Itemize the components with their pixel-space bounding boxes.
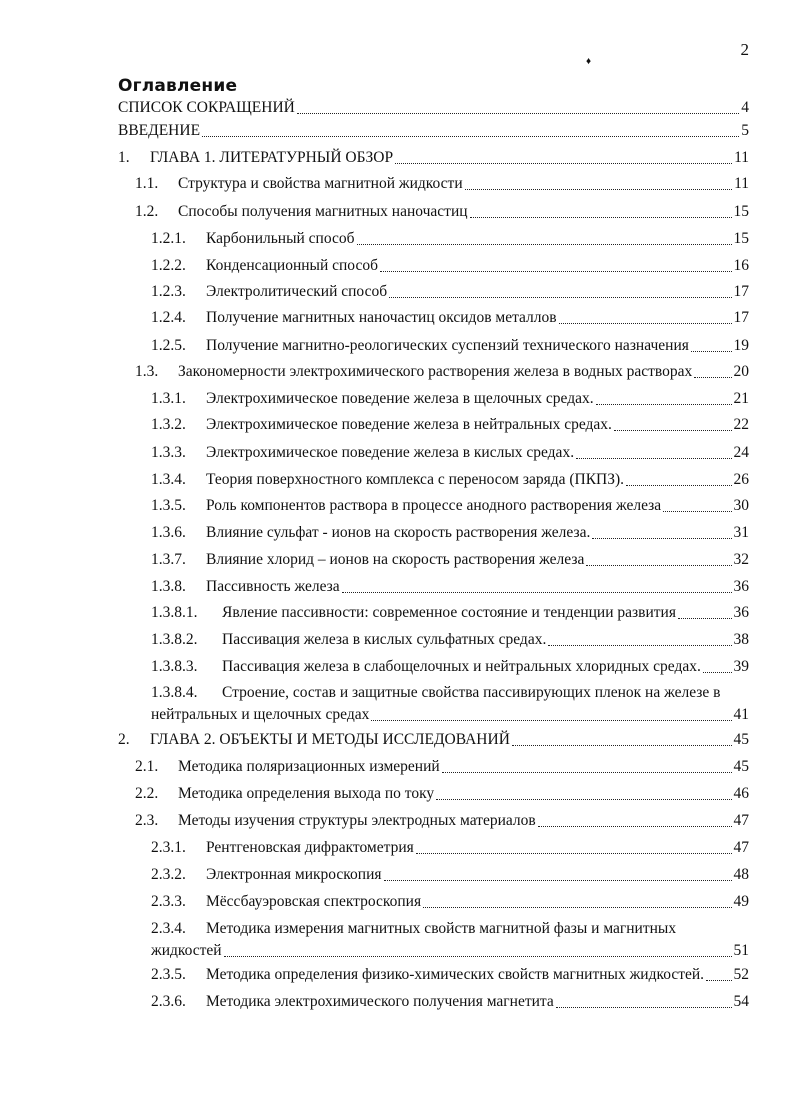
- toc-entry-page: 21: [733, 390, 749, 407]
- toc-entry-title: Методика электрохимического получения магнетита: [206, 993, 554, 1010]
- toc-entry[interactable]: [151, 495, 749, 517]
- toc-entry-title: ГЛАВА 2. ОБЪЕКТЫ И МЕТОДЫ ИССЛЕДОВАНИЙ: [150, 731, 510, 748]
- toc-entry-title: Электрохимическое поведение железа в щелочных средах.: [206, 390, 594, 407]
- toc-entry-title: Структура и свойства магнитной жидкости: [178, 175, 463, 192]
- toc-entry-number: 1.3.8.2.: [151, 631, 198, 648]
- dot-leader: [371, 720, 731, 721]
- toc-entry[interactable]: [118, 120, 749, 142]
- toc-entry-title: Явление пассивности: современное состояние и тенденции развития: [222, 604, 676, 621]
- toc-entry-number: 1.2.3.: [151, 283, 186, 300]
- toc-entry-number: 2.1.: [135, 758, 159, 775]
- toc-entry[interactable]: [135, 361, 749, 383]
- toc-entry-page: 5: [741, 122, 749, 139]
- toc-entry[interactable]: [151, 864, 749, 886]
- dot-leader: [592, 538, 731, 539]
- toc-entry-page: 47: [733, 812, 749, 829]
- dot-leader: [297, 113, 739, 114]
- dot-leader: [559, 323, 732, 324]
- toc-entry-page: 20: [733, 363, 749, 380]
- toc-entry[interactable]: [135, 173, 749, 195]
- toc-entry-number: 1.2.1.: [151, 230, 186, 247]
- dot-leader: [538, 826, 732, 827]
- toc-entry-title: ГЛАВА 1. ЛИТЕРАТУРНЫЙ ОБЗОР: [150, 149, 394, 166]
- toc-entry[interactable]: [151, 442, 749, 464]
- toc-entry-title: Строение, состав и защитные свойства пассивирующих пленок на железе в: [222, 684, 721, 701]
- toc-entry[interactable]: [151, 228, 749, 250]
- toc-entry-number: 1.3.8.: [151, 578, 186, 595]
- dot-leader: [576, 458, 731, 459]
- toc-entry-title-continued: нейтральных и щелочных средах: [151, 706, 370, 723]
- toc-entry-title: Методика определения выхода по току: [178, 785, 435, 802]
- toc-entry-number: 1.2.2.: [151, 257, 186, 274]
- toc-entry-title: Методы изучения структуры электродных материалов: [178, 812, 536, 829]
- toc-entry-page: 11: [734, 149, 749, 166]
- toc-entry-title: Конденсационный способ: [206, 257, 378, 274]
- toc-entry[interactable]: [118, 97, 749, 119]
- dot-leader: [389, 297, 731, 298]
- dot-leader: [663, 511, 731, 512]
- toc-entry[interactable]: [135, 756, 749, 778]
- toc-entry-page: 49: [733, 893, 749, 910]
- toc-entry-number: 1.3.7.: [151, 551, 186, 568]
- toc-entry[interactable]: [151, 388, 749, 410]
- dot-leader: [423, 907, 731, 908]
- toc-entry-page: 45: [733, 758, 749, 775]
- toc-entry-number: 1.3.8.1.: [151, 604, 198, 621]
- toc-entry-title: Методика определения физико-химических свойств магнитных жидкостей.: [206, 966, 705, 983]
- toc-entry[interactable]: [151, 522, 749, 544]
- toc-entry-number: 1.3.1.: [151, 390, 186, 407]
- toc-entry-title: Получение магнитно-реологических суспензий технического назначения: [206, 337, 689, 354]
- dot-leader: [694, 377, 731, 378]
- dot-leader: [703, 672, 732, 673]
- toc-entry-title: Влияние сульфат - ионов на скорость растворения железа.: [206, 524, 591, 541]
- toc-entry-number: 2.3.3.: [151, 893, 186, 910]
- toc-entry-title: Закономерности электрохимического растворения железа в водных растворах: [178, 363, 693, 380]
- toc-entry-number: 2.3.6.: [151, 993, 186, 1010]
- page-title: Оглавление: [118, 76, 238, 96]
- toc-entry-page: 31: [733, 524, 749, 541]
- toc-entry[interactable]: [151, 469, 749, 491]
- toc-entry-number: 2.2.: [135, 785, 159, 802]
- toc-entry-number: 1.3.: [135, 363, 159, 380]
- toc-entry-number: 1.3.3.: [151, 444, 186, 461]
- toc-entry[interactable]: [151, 414, 749, 436]
- dot-leader: [380, 271, 732, 272]
- page-mark: ♦: [586, 56, 592, 67]
- toc-entry[interactable]: [135, 783, 749, 805]
- toc-entry-page: 36: [733, 604, 749, 621]
- dot-leader: [556, 1007, 732, 1008]
- toc-entry[interactable]: [151, 918, 749, 962]
- toc-entry-page: 16: [733, 257, 749, 274]
- toc-entry-title: Электрохимическое поведение железа в нейтральных средах.: [206, 416, 612, 433]
- toc-entry[interactable]: [151, 307, 749, 329]
- toc-entry-title: СПИСОК СОКРАЩЕНИЙ: [118, 99, 295, 116]
- toc-entry-page: 41: [733, 706, 749, 723]
- dot-leader: [465, 189, 732, 190]
- toc-entry-page: 4: [741, 99, 749, 116]
- toc-entry-page: 17: [733, 309, 749, 326]
- toc-entry-page: 17: [733, 283, 749, 300]
- toc-entry-page: 36: [733, 578, 749, 595]
- toc-entry-number: 1.2.5.: [151, 337, 186, 354]
- toc-entry-page: 51: [733, 942, 749, 959]
- toc-entry-number: 2.3.5.: [151, 966, 186, 983]
- dot-leader: [596, 404, 732, 405]
- toc-entry-number: 2.3.1.: [151, 839, 186, 856]
- toc-entry-page: 19: [733, 337, 749, 354]
- dot-leader: [442, 772, 732, 773]
- toc-entry-number: 2.3.4.: [151, 920, 186, 937]
- toc-entry-title-continued: жидкостей: [151, 942, 222, 959]
- toc-entry-title: Пассивация железа в кислых сульфатных средах.: [222, 631, 547, 648]
- dot-leader: [395, 163, 732, 164]
- dot-leader: [691, 351, 732, 352]
- toc-entry-page: 48: [733, 866, 749, 883]
- toc-entry-title: Электронная микроскопия: [206, 866, 382, 883]
- toc-entry-page: 39: [733, 658, 749, 675]
- toc-entry-number: 1.3.6.: [151, 524, 186, 541]
- toc-entry-title: Методика поляризационных измерений: [178, 758, 440, 775]
- toc-entry[interactable]: [151, 255, 749, 277]
- toc-entry[interactable]: [135, 810, 749, 832]
- toc-entry-number: 1.3.8.4.: [151, 684, 198, 701]
- dot-leader: [342, 592, 732, 593]
- toc-entry-page: 15: [733, 230, 749, 247]
- toc-entry[interactable]: [118, 729, 749, 751]
- toc-entry-title: Теория поверхностного комплекса с переносом заряда (ПКПЗ).: [206, 471, 625, 488]
- toc-entry[interactable]: [151, 629, 749, 651]
- toc-entry[interactable]: [151, 549, 749, 571]
- toc-entry-page: 45: [733, 731, 749, 748]
- dot-leader: [706, 980, 731, 981]
- toc-entry-page: 22: [733, 416, 749, 433]
- toc-entry-page: 26: [733, 471, 749, 488]
- toc-entry-title: Роль компонентов раствора в процессе анодного растворения железа: [206, 497, 662, 514]
- dot-leader: [548, 645, 731, 646]
- toc-entry[interactable]: [151, 837, 749, 859]
- toc-entry-page: 24: [733, 444, 749, 461]
- toc-entry-title: Электролитический способ: [206, 283, 388, 300]
- toc-entry-number: 1.: [118, 149, 130, 166]
- toc-entry[interactable]: [135, 201, 749, 223]
- toc-entry-number: 2.3.2.: [151, 866, 186, 883]
- dot-leader: [614, 430, 732, 431]
- toc-entry-title: Карбонильный способ: [206, 230, 355, 247]
- toc-entry[interactable]: [151, 281, 749, 303]
- toc-entry[interactable]: [151, 891, 749, 913]
- toc-entry[interactable]: [151, 335, 749, 357]
- toc-entry-title: Пассивность железа: [206, 578, 340, 595]
- dot-leader: [357, 244, 732, 245]
- toc-entry-title: ВВЕДЕНИЕ: [118, 122, 201, 139]
- toc-entry[interactable]: [151, 964, 749, 986]
- dot-leader: [384, 880, 732, 881]
- toc-entry-page: 32: [733, 551, 749, 568]
- toc-entry-page: 47: [733, 839, 749, 856]
- toc-entry-title: Влияние хлорид – ионов на скорость растворения железа: [206, 551, 585, 568]
- toc-entry-title: Мёссбауэровская спектроскопия: [206, 893, 422, 910]
- toc-entry[interactable]: [151, 602, 749, 624]
- dot-leader: [416, 853, 732, 854]
- toc-entry-number: 1.3.4.: [151, 471, 186, 488]
- toc-entry-number: 1.2.4.: [151, 309, 186, 326]
- dot-leader: [224, 956, 732, 957]
- toc-entry-title: Электрохимическое поведение железа в кислых средах.: [206, 444, 575, 461]
- toc-entry-title: Получение магнитных наночастиц оксидов металлов: [206, 309, 557, 326]
- toc-entry-number: 1.1.: [135, 175, 159, 192]
- toc-entry-page: 38: [733, 631, 749, 648]
- toc-entry-page: 30: [733, 497, 749, 514]
- toc-entry-page: 52: [733, 966, 749, 983]
- toc-entry-title: Рентгеновская дифрактометрия: [206, 839, 414, 856]
- toc-entry-number: 1.2.: [135, 203, 159, 220]
- toc-entry[interactable]: [151, 991, 749, 1013]
- toc-entry[interactable]: [151, 656, 749, 678]
- toc-entry-number: 1.3.5.: [151, 497, 186, 514]
- toc-entry-title: Пассивация железа в слабощелочных и нейтральных хлоридных средах.: [222, 658, 701, 675]
- toc-entry-number: 2.: [118, 731, 130, 748]
- toc-entry-number: 2.3.: [135, 812, 159, 829]
- toc-entry-page: 15: [733, 203, 749, 220]
- dot-leader: [586, 565, 731, 566]
- toc-entry-number: 1.3.2.: [151, 416, 186, 433]
- dot-leader: [512, 745, 732, 746]
- toc-entry-page: 54: [733, 993, 749, 1010]
- toc-entry[interactable]: [151, 576, 749, 598]
- toc-entry-title: Способы получения магнитных наночастиц: [178, 203, 468, 220]
- toc-entry-title: Методика измерения магнитных свойств магнитной фазы и магнитных: [206, 920, 677, 937]
- toc-entry-number: 1.3.8.3.: [151, 658, 198, 675]
- dot-leader: [436, 799, 731, 800]
- dot-leader: [626, 485, 731, 486]
- dot-leader: [470, 217, 732, 218]
- toc-entry-page: 46: [733, 785, 749, 802]
- dot-leader: [678, 618, 732, 619]
- toc-entry[interactable]: [151, 682, 749, 726]
- toc-entry[interactable]: [118, 147, 749, 169]
- dot-leader: [202, 136, 739, 137]
- toc-entry-page: 11: [734, 175, 749, 192]
- page-number: 2: [740, 40, 749, 59]
